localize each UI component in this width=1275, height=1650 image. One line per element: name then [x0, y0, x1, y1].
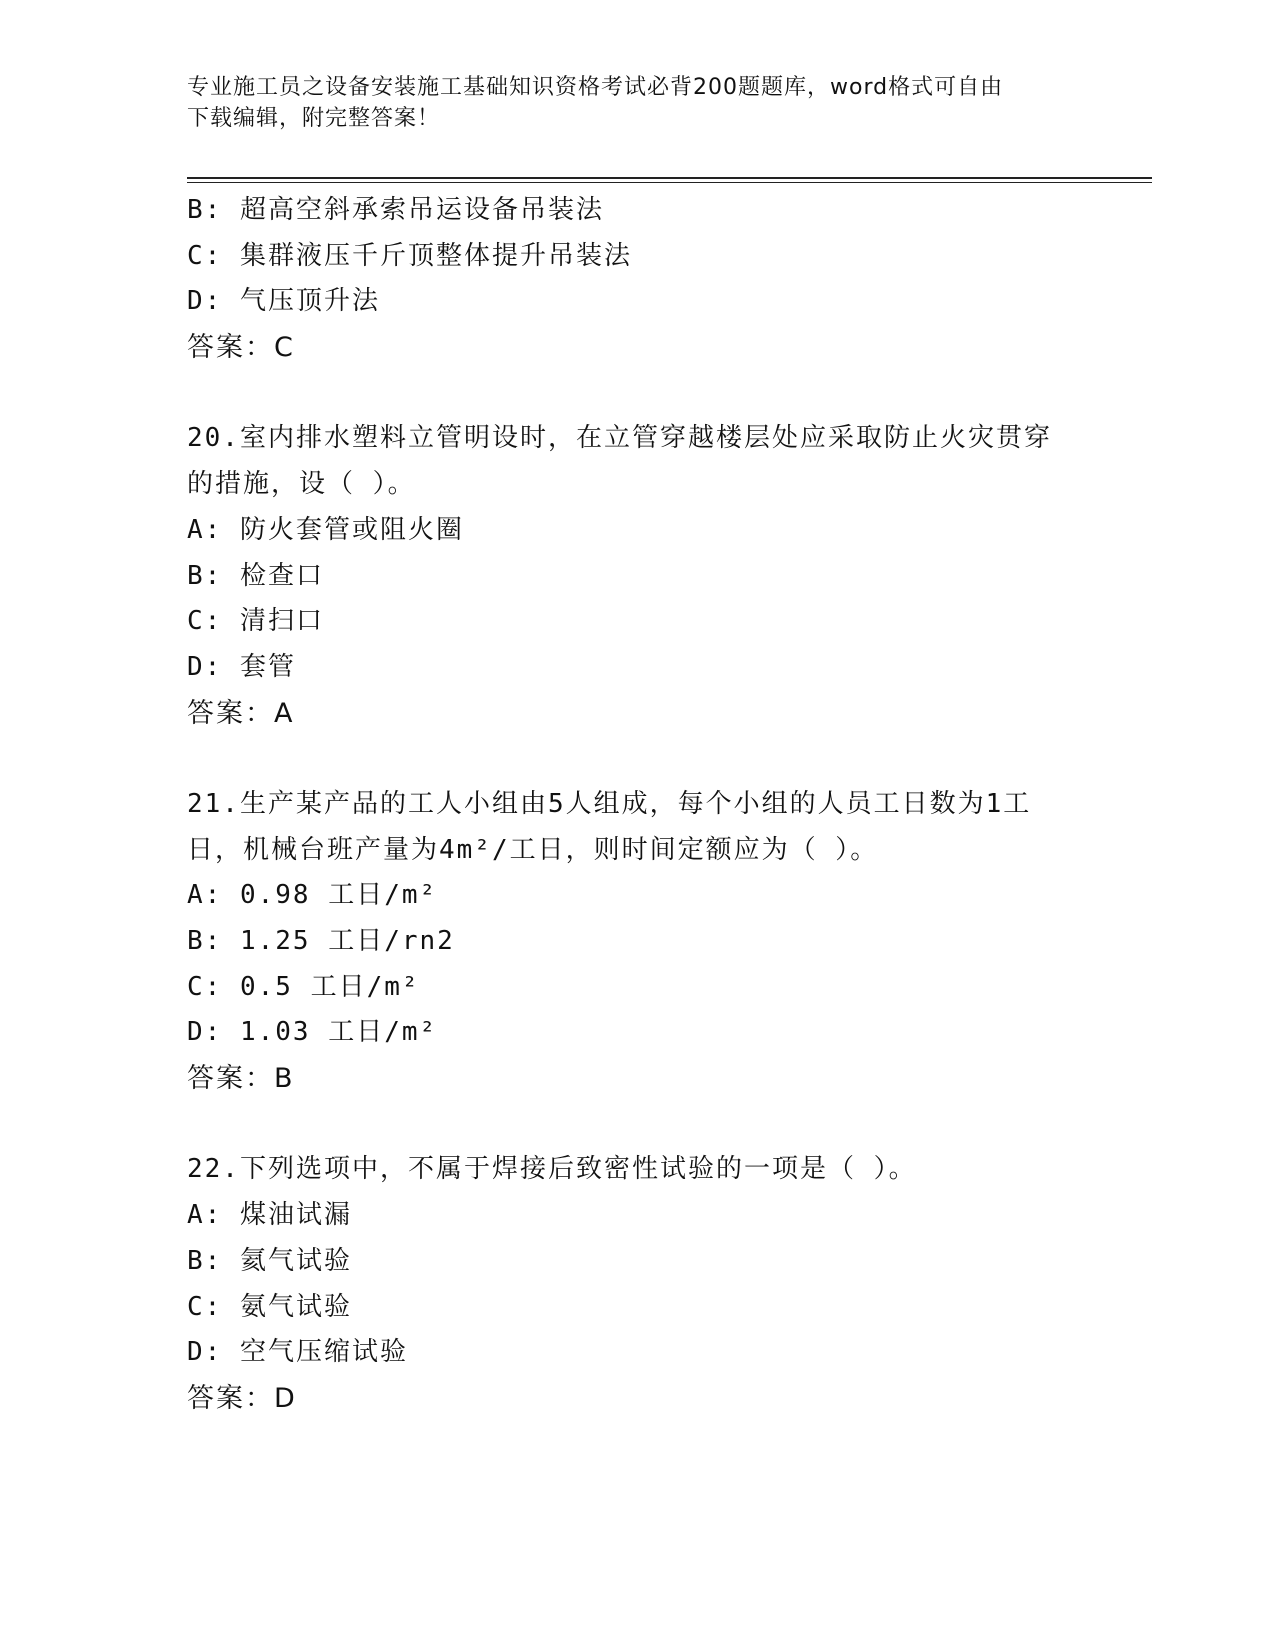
question-text-line-2: 的措施，设（ ）。 — [187, 469, 416, 500]
question-19-tail — [187, 188, 1087, 371]
answer-line: 答案：B — [187, 1063, 295, 1095]
question-20 — [187, 416, 1087, 736]
option-c: C: 0.5 工日/m² — [187, 971, 420, 1002]
question-text-line-1: 22.下列选项中，不属于焊接后致密性试验的一项是（ ）。 — [187, 1154, 917, 1185]
option-a: A: 防火套管或阻火圈 — [187, 514, 464, 545]
header-line-2: 下载编辑，附完整答案！ — [187, 106, 441, 131]
document-body — [187, 188, 1087, 1422]
option-b: B: 检查口 — [187, 560, 324, 591]
option-d: D: 气压顶升法 — [187, 286, 380, 317]
question-gap — [187, 736, 1087, 782]
header-line-1: 专业施工员之设备安装施工基础知识资格考试必背200题题库，word格式可自由 — [187, 75, 1004, 100]
question-text-line-1: 20.室内排水塑料立管明设时，在立管穿越楼层处应采取防止火灾贯穿 — [187, 423, 1052, 454]
option-d: D: 1.03 工日/m² — [187, 1017, 438, 1048]
question-gap — [187, 1102, 1087, 1148]
question-text-line-2: 日，机械台班产量为4m²/工日，则时间定额应为（ ）。 — [187, 834, 879, 865]
option-a: A: 0.98 工日/m² — [187, 880, 438, 911]
option-d: D: 空气压缩试验 — [187, 1337, 408, 1368]
option-c: C: 集群液压千斤顶整体提升吊装法 — [187, 240, 632, 271]
header-divider-thin — [187, 182, 1152, 183]
option-b: B: 1.25 工日/rn2 — [187, 926, 455, 956]
option-b: B: 氦气试验 — [187, 1245, 352, 1276]
answer-line: 答案：C — [187, 332, 295, 364]
option-d: D: 套管 — [187, 651, 296, 682]
question-21 — [187, 782, 1087, 1102]
option-c: C: 清扫口 — [187, 606, 324, 637]
option-a: A: 煤油试漏 — [187, 1200, 352, 1231]
option-b: B: 超高空斜承索吊运设备吊装法 — [187, 195, 604, 225]
question-text-line-1: 21.生产某产品的工人小组由5人组成，每个小组的人员工日数为1工 — [187, 788, 1032, 819]
option-c: C: 氨气试验 — [187, 1291, 352, 1322]
document-header — [187, 72, 1087, 134]
answer-line: 答案：D — [187, 1382, 297, 1414]
answer-line: 答案：A — [187, 697, 295, 729]
header-divider-thick — [187, 177, 1152, 179]
question-22 — [187, 1147, 1087, 1421]
question-gap — [187, 371, 1087, 417]
